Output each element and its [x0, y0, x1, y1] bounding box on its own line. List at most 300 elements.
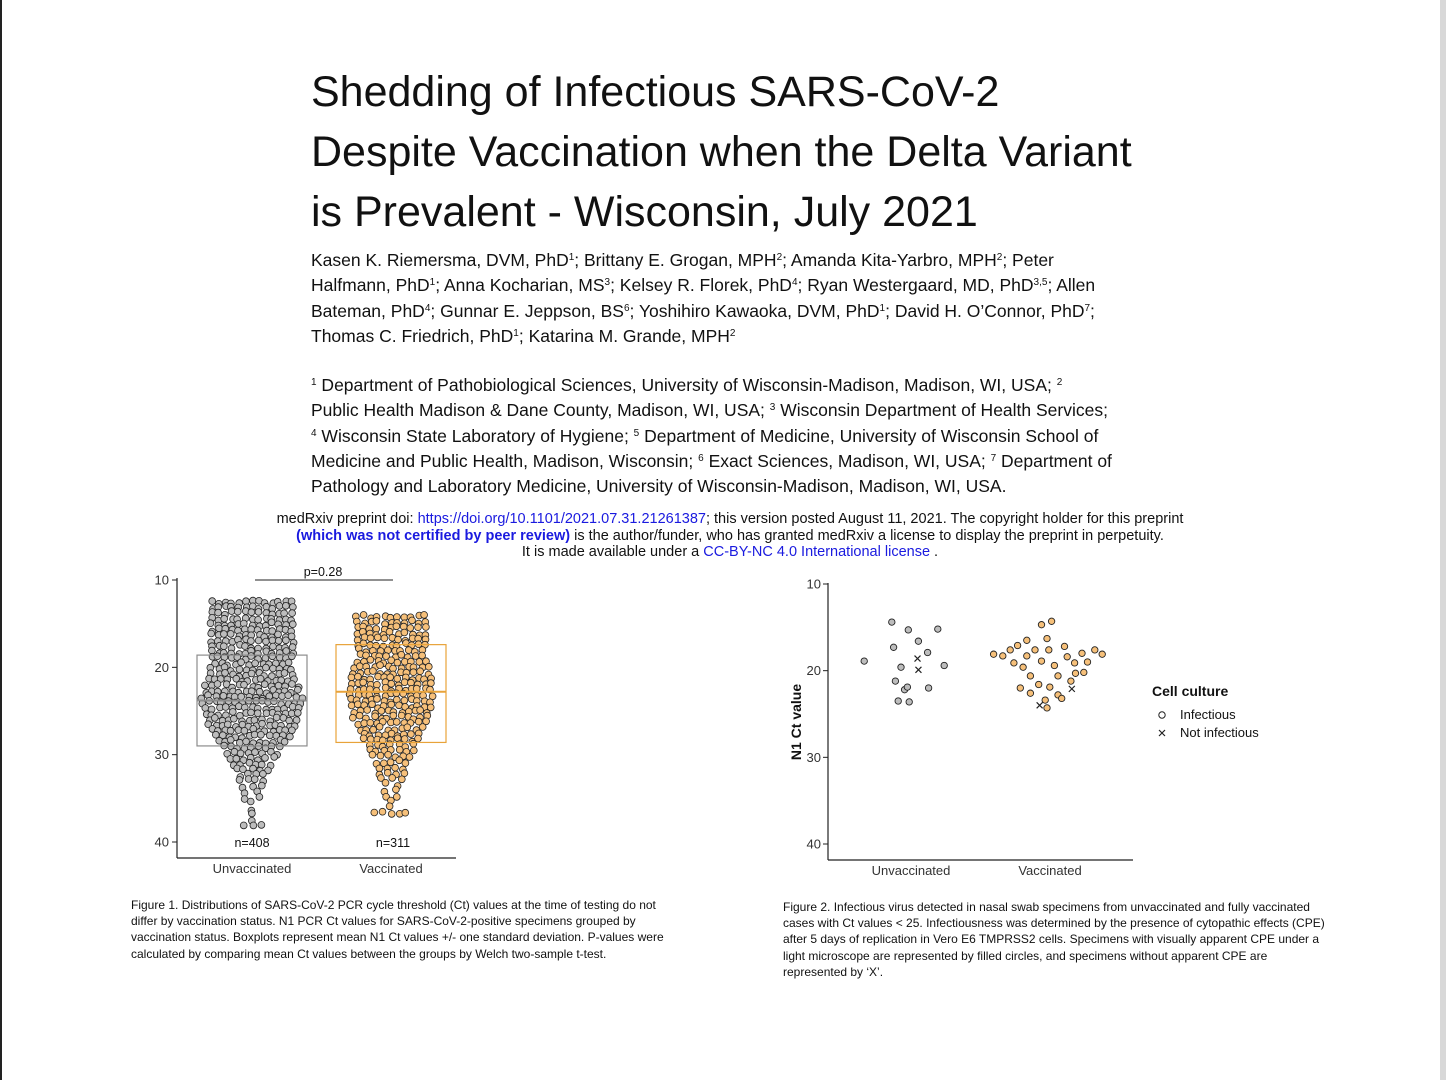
caption-line: light microscope are represented by filled circles, and specimens without apparent CPE are — [783, 948, 1268, 963]
figure-1-beeswarm-chart — [0, 565, 470, 875]
fig1-data-point — [371, 809, 378, 816]
fig1-data-point — [360, 679, 367, 686]
fig1-data-point — [373, 618, 380, 625]
fig1-data-point — [398, 712, 405, 719]
fig1-data-point — [410, 747, 417, 754]
affiliation-marker: 1 — [568, 252, 575, 263]
affiliation-text: Medicine and Public Health, Madison, Wisconsin; — [311, 450, 699, 471]
fig1-data-point — [395, 636, 402, 643]
fig1-data-point — [283, 637, 290, 644]
fig1-data-point — [367, 719, 374, 726]
affiliation-marker: 2 — [1056, 377, 1063, 388]
fig2-infectious-point — [1044, 635, 1050, 641]
affiliation-line — [311, 474, 1171, 499]
peer-review-note: (which was not certified by peer review) — [296, 527, 571, 544]
caption-line: after 5 days of replication in Vero E6 TMPRSS2 cells. Specimens with visually apparent CPE under a — [783, 932, 1320, 947]
fig1-data-point — [214, 681, 221, 688]
affiliation-marker: 2 — [776, 252, 783, 263]
fig1-data-point — [231, 748, 238, 755]
author-text: ; David H. O’Connor, PhD — [885, 300, 1085, 321]
fig2-infectious-point — [990, 651, 996, 657]
fig1-data-point — [356, 712, 363, 719]
fig1-data-point — [202, 682, 209, 689]
affiliation-marker: 1 — [429, 277, 436, 289]
fig1-data-point — [425, 663, 432, 670]
fig1-data-point — [241, 681, 248, 688]
fig2-infectious-point — [1027, 690, 1033, 696]
fig1-data-point — [221, 631, 228, 638]
fig1-data-point — [393, 623, 400, 630]
fig2-infectious-point — [1032, 647, 1038, 653]
fig1-data-point — [406, 754, 413, 761]
notice-line — [220, 544, 1240, 561]
fig1-data-point — [254, 710, 261, 717]
fig1-data-point — [273, 714, 280, 721]
fig1-data-point — [252, 660, 259, 667]
fig1-data-point — [255, 616, 262, 623]
fig1-data-point — [378, 708, 385, 715]
fig1-data-point — [220, 643, 227, 650]
fig1-data-point — [394, 659, 401, 666]
fig1-data-point — [281, 670, 288, 677]
author-text: Thomas C. Friedrich, PhD — [311, 325, 514, 346]
legend-not-infectious-x-icon — [1159, 730, 1165, 736]
fig1-data-point — [260, 771, 267, 778]
fig1-data-point — [276, 603, 283, 610]
fig2-infectious-point — [861, 658, 867, 664]
fig1-data-point — [268, 619, 275, 626]
fig1-data-point — [367, 736, 374, 743]
fig1-data-point — [398, 776, 405, 783]
author-text: ; Ryan Westergaard, MD, PhD — [797, 275, 1034, 296]
fig2-y-tick-label: 40 — [806, 836, 821, 852]
fig1-data-point — [293, 694, 300, 701]
fig1-data-point — [389, 775, 396, 782]
fig1-data-point — [294, 710, 301, 717]
fig1-data-point — [234, 608, 241, 615]
fig1-data-point — [404, 724, 411, 731]
title-line: Shedding of Infectious SARS-CoV-2 — [311, 68, 1000, 116]
fig1-data-point — [364, 707, 371, 714]
fig1-data-point — [385, 751, 392, 758]
fig1-data-point — [382, 779, 389, 786]
fig1-data-point — [376, 765, 383, 772]
fig1-data-point — [256, 688, 263, 695]
fig2-infectious-point — [1092, 647, 1098, 653]
medrxiv-notice — [220, 511, 1240, 561]
fig1-data-point — [236, 666, 243, 673]
fig1-data-point — [423, 624, 430, 631]
fig1-data-point — [207, 620, 214, 627]
affiliation-text: Wisconsin State Laboratory of Hygiene; — [316, 425, 634, 446]
fig2-infectious-point — [1024, 637, 1030, 643]
fig1-data-point — [402, 760, 409, 767]
author-text: ; Yoshihiro Kawaoka, DVM, PhD — [629, 300, 880, 321]
affiliation-text: Pathology and Laboratory Medicine, University of Wisconsin-Madison, Madison, WI, USA. — [311, 476, 1007, 497]
fig1-data-point — [393, 786, 400, 793]
fig2-y-ticks — [807, 577, 828, 852]
legend-entry-not-infectious: Not infectious — [1180, 725, 1259, 740]
affiliation-line — [311, 373, 1171, 398]
fig1-data-point — [372, 713, 379, 720]
fig1-data-point — [374, 634, 381, 641]
affiliation-marker: 4 — [311, 427, 317, 439]
fig1-data-point — [202, 705, 209, 712]
fig2-infectious-point — [892, 678, 898, 684]
fig1-data-point — [275, 637, 282, 644]
fig1-data-point — [259, 720, 266, 727]
fig1-data-point — [271, 754, 278, 761]
fig1-data-point — [377, 752, 384, 759]
fig1-data-point — [354, 701, 361, 708]
affiliation-marker: 3 — [604, 277, 611, 289]
author-text: Kasen K. Riemersma, DVM, PhD — [311, 250, 569, 270]
fig2-infectious-point — [895, 698, 901, 704]
fig1-data-point — [258, 731, 265, 738]
fig1-data-point — [401, 629, 408, 636]
doi-link[interactable]: https://doi.org/10.1101/2021.07.31.21261387 — [417, 511, 706, 527]
author-text: ; Allen — [1047, 275, 1096, 296]
notice-text: It is made available under a — [521, 544, 704, 560]
fig1-data-point — [401, 697, 408, 704]
fig1-data-point — [348, 674, 355, 681]
fig1-data-point — [356, 663, 363, 670]
caption-line: Figure 1. Distributions of SARS-CoV-2 PCR cycle threshold (Ct) values at the time of testing do not — [131, 898, 656, 912]
legend-infectious-circle-icon — [1159, 712, 1165, 718]
paper-title — [311, 62, 1211, 242]
fig2-infectious-point — [890, 644, 896, 650]
fig1-data-point — [249, 810, 256, 817]
fig2-infectious-point — [898, 664, 904, 670]
fig1-data-point — [227, 727, 234, 734]
fig1-data-point — [289, 727, 296, 734]
fig1-data-point — [262, 755, 269, 762]
fig1-data-point — [261, 681, 268, 688]
fig1-data-point — [370, 668, 377, 675]
author-text: ; Katarina M. Grande, MPH — [518, 325, 730, 346]
fig2-infectious-point — [1036, 681, 1042, 687]
caption-line: calculated by comparing mean Ct values between the groups by Welch two-sample t-test. — [131, 946, 607, 961]
fig1-data-point — [348, 702, 355, 709]
affiliation-line — [311, 398, 1171, 423]
fig1-data-point — [227, 737, 234, 744]
author-text: ; Kelsey R. Florek, PhD — [610, 275, 792, 296]
fig1-data-point — [270, 643, 277, 650]
fig1-data-point — [355, 673, 362, 680]
fig1-data-point — [289, 610, 296, 617]
fig1-x-tick-unvaccinated: Unvaccinated — [212, 861, 292, 876]
fig2-infectious-point — [935, 626, 941, 632]
fig1-x-tick-vaccinated: Vaccinated — [359, 861, 423, 876]
fig1-data-point — [250, 822, 257, 829]
fig2-infectious-point — [1007, 647, 1013, 653]
fig2-infectious-point — [941, 662, 947, 668]
fig1-data-point — [275, 631, 282, 638]
fig1-data-point — [285, 692, 292, 699]
affiliation-marker: 7 — [990, 452, 997, 464]
author-text: ; Anna Kocharian, MS — [435, 275, 605, 296]
fig1-data-point — [289, 621, 296, 628]
fig1-data-point — [222, 704, 229, 711]
fig1-data-point — [394, 675, 401, 682]
fig1-data-point — [288, 653, 295, 660]
fig1-data-point — [379, 808, 386, 815]
affiliation-text: Public Health Madison & Dane County, Madison, WI, USA; — [311, 400, 770, 421]
fig1-data-point — [283, 648, 290, 655]
fig1-data-point — [390, 712, 397, 719]
fig1-p-value-label: p=0.28 — [303, 565, 343, 579]
fig1-data-point — [258, 782, 265, 789]
notice-text: is the author/funder, who has granted medRxiv a license to display the preprint in perpetuity. — [570, 527, 1164, 544]
affiliation-marker: 3 — [769, 402, 776, 414]
fig2-infectious-point — [1064, 654, 1070, 660]
fig1-data-point — [269, 653, 276, 660]
fig1-data-point — [419, 724, 426, 731]
affiliation-line — [311, 424, 1171, 449]
fig1-data-point — [369, 751, 376, 758]
fig2-infectious-point — [1051, 662, 1057, 668]
fig1-data-point — [417, 668, 424, 675]
author-text: ; Gunnar E. Jeppson, BS — [430, 300, 624, 321]
affiliation-marker: 1 — [311, 377, 317, 388]
fig1-data-point — [208, 630, 215, 637]
fig2-infectious-point — [1042, 697, 1048, 703]
fig2-infectious-point — [1038, 622, 1044, 628]
fig1-data-point — [393, 719, 400, 726]
affiliation-marker: 7 — [1084, 302, 1091, 314]
fig1-data-point — [279, 693, 286, 700]
fig1-data-point — [369, 701, 376, 708]
license-link[interactable]: CC-BY-NC 4.0 International license — [703, 544, 931, 560]
fig2-not-infectious-point — [915, 656, 921, 662]
fig1-data-point — [211, 715, 218, 722]
fig1-data-point — [221, 615, 228, 622]
fig1-data-point — [367, 656, 374, 663]
fig2-infectious-point — [1047, 684, 1053, 690]
fig1-data-point — [374, 696, 381, 703]
page-left-border — [0, 0, 2, 1080]
fig1-data-point — [255, 609, 262, 616]
fig1-data-point — [248, 653, 255, 660]
fig2-infectious-point — [1014, 642, 1020, 648]
author-text: Halfmann, PhD — [311, 275, 430, 296]
fig2-x-tick-unvaccinated: Unvaccinated — [871, 863, 951, 878]
fig2-infectious-point — [906, 699, 912, 705]
fig2-infectious-point — [924, 649, 930, 655]
affiliation-marker: 2 — [996, 252, 1003, 263]
fig1-data-point — [240, 822, 247, 829]
affiliation-marker: 6 — [698, 452, 704, 464]
fig1-data-point — [255, 637, 262, 644]
fig2-infectious-point — [1048, 618, 1054, 624]
affiliation-marker: 1 — [513, 327, 519, 339]
title-line: Despite Vaccination when the Delta Variant — [311, 128, 1132, 176]
affiliation-marker: 1 — [879, 302, 886, 314]
fig1-data-point — [421, 612, 428, 619]
figure-2-scatter-chart — [775, 565, 1295, 878]
fig1-data-point — [238, 693, 245, 700]
notice-text: . — [930, 544, 939, 560]
author-line — [311, 248, 1171, 273]
fig2-infectious-point — [1046, 647, 1052, 653]
legend-title: Cell culture — [1152, 683, 1229, 699]
fig1-data-point — [248, 709, 255, 716]
figure-2-caption — [783, 899, 1383, 980]
fig1-data-point — [396, 746, 403, 753]
fig1-data-point — [409, 617, 416, 624]
fig1-data-point — [256, 794, 263, 801]
author-text: Bateman, PhD — [311, 300, 425, 321]
fig2-x-tick-vaccinated: Vaccinated — [1018, 863, 1082, 878]
fig2-not-infectious-point — [1069, 686, 1075, 692]
notice-text: medRxiv preprint doi: — [276, 511, 418, 527]
page-right-scroll-edge — [1440, 0, 1446, 1080]
fig1-data-point — [417, 707, 424, 714]
fig1-data-point — [263, 638, 270, 645]
caption-line: vaccination status. Boxplots represent mean N1 Ct values +/- one standard deviation. P-values were — [131, 930, 664, 945]
fig1-data-point — [290, 604, 297, 611]
fig1-data-point — [286, 717, 293, 724]
fig1-data-point — [410, 669, 417, 676]
fig1-data-point — [247, 798, 254, 805]
fig2-infectious-point — [1084, 659, 1090, 665]
fig2-infectious-point — [1038, 658, 1044, 664]
fig1-data-point — [251, 731, 258, 738]
fig1-data-point — [376, 723, 383, 730]
fig1-data-point — [266, 732, 273, 739]
fig2-infectious-point — [1068, 678, 1074, 684]
notice-text: ; this version posted August 11, 2021. The copyright holder for this preprint — [705, 511, 1184, 527]
fig2-infectious-point — [1061, 643, 1067, 649]
author-text: ; Peter — [1002, 250, 1054, 270]
fig1-data-point — [381, 635, 388, 642]
fig1-data-point — [236, 777, 243, 784]
fig2-points — [861, 618, 1105, 711]
fig1-data-point — [227, 631, 234, 638]
fig2-y-tick-label: 10 — [806, 576, 821, 592]
fig2-infectious-point — [904, 684, 910, 690]
fig2-infectious-point — [1071, 660, 1077, 666]
fig1-data-point — [287, 733, 294, 740]
fig1-y-tick-label: 40 — [154, 834, 169, 850]
fig1-y-ticks — [155, 573, 177, 850]
fig2-infectious-point — [1027, 673, 1033, 679]
affiliation-marker: 4 — [791, 277, 798, 289]
fig2-infectious-point — [1072, 670, 1078, 676]
fig1-data-point — [396, 702, 403, 709]
fig1-data-point — [415, 624, 422, 631]
fig2-y-tick-label: 20 — [806, 663, 821, 679]
fig1-data-point — [392, 764, 399, 771]
fig1-data-point — [398, 651, 405, 658]
fig1-data-point — [349, 714, 356, 721]
affiliation-list — [311, 373, 1171, 499]
author-text: ; Brittany E. Grogan, MPH — [574, 250, 777, 270]
fig1-data-point — [248, 670, 255, 677]
fig2-y-axis-label: N1 Ct value — [788, 683, 804, 761]
fig1-y-tick-label: 20 — [154, 659, 169, 675]
fig1-y-tick-label: 10 — [154, 572, 169, 588]
affiliation-marker: 2 — [729, 327, 736, 339]
fig2-y-tick-label: 30 — [806, 749, 821, 765]
fig1-data-point — [410, 740, 417, 747]
affiliation-text: Exact Sciences, Madison, WI, USA; — [703, 450, 991, 471]
fig2-legend — [1152, 683, 1259, 740]
fig1-data-point — [222, 670, 229, 677]
fig1-data-point — [294, 686, 301, 693]
author-text: ; Amanda Kita-Yarbro, MPH — [782, 250, 997, 270]
affiliation-text: Wisconsin Department of Health Services; — [775, 400, 1108, 421]
fig1-data-point — [386, 803, 393, 810]
affiliation-line — [311, 449, 1171, 474]
affiliation-marker: 3,5 — [1033, 277, 1048, 289]
fig2-infectious-point — [1099, 651, 1105, 657]
fig1-data-point — [408, 679, 415, 686]
affiliation-marker: 4 — [424, 302, 431, 314]
fig2-infectious-point — [915, 638, 921, 644]
fig1-data-point — [428, 680, 435, 687]
caption-line: differ by vaccination status. N1 PCR Ct values for SARS-CoV-2-positive specimens grouped by — [131, 914, 636, 929]
fig2-infectious-point — [1079, 650, 1085, 656]
legend-entry-infectious: Infectious — [1180, 707, 1236, 722]
fig1-data-point — [360, 735, 367, 742]
affiliation-text: Department of Pathobiological Sciences, University of Wisconsin-Madison, Madison, WI, USA; — [316, 375, 1057, 395]
affiliation-text: Department of Medicine, University of Wisconsin School of — [639, 425, 1099, 446]
caption-line: Figure 2. Infectious virus detected in nasal swab specimens from unvaccinated and fully vaccinated — [783, 900, 1310, 914]
fig1-data-point — [241, 727, 248, 734]
fig2-infectious-point — [1024, 653, 1030, 659]
fig1-data-point — [402, 809, 409, 816]
fig1-data-point — [281, 610, 288, 617]
fig1-data-point — [238, 659, 245, 666]
fig1-data-point — [248, 638, 255, 645]
fig1-data-point — [233, 755, 240, 762]
fig1-data-point — [377, 662, 384, 669]
author-text: ; — [1090, 300, 1095, 321]
fig1-data-point — [285, 659, 292, 666]
fig1-data-point — [248, 609, 255, 616]
notice-line — [220, 511, 1240, 528]
author-line — [311, 273, 1171, 298]
fig1-data-point — [289, 681, 296, 688]
fig2-infectious-point — [1055, 673, 1061, 679]
fig1-data-point — [360, 612, 367, 619]
fig1-data-point — [216, 625, 223, 632]
fig1-data-point — [283, 602, 290, 609]
author-list — [311, 248, 1171, 349]
fig1-data-point — [214, 653, 221, 660]
fig1-data-point — [408, 731, 415, 738]
affiliation-marker: 5 — [633, 427, 640, 439]
fig1-data-point — [220, 693, 227, 700]
fig1-data-point — [258, 822, 265, 829]
fig2-infectious-point — [1081, 669, 1087, 675]
fig1-data-point — [243, 738, 250, 745]
fig2-infectious-point — [889, 619, 895, 625]
fig2-infectious-point — [1011, 660, 1017, 666]
fig1-data-point — [270, 665, 277, 672]
fig1-data-point — [401, 736, 408, 743]
fig1-data-point — [367, 635, 374, 642]
fig2-not-infectious-point — [915, 667, 921, 673]
fig1-data-point — [388, 811, 395, 818]
figure-1-caption — [131, 897, 751, 962]
fig1-y-tick-label: 30 — [154, 747, 169, 763]
fig1-data-point — [263, 664, 270, 671]
fig1-n-label-unvaccinated: n=408 — [234, 836, 270, 850]
fig1-data-point — [230, 715, 237, 722]
affiliation-marker: 6 — [623, 302, 630, 314]
